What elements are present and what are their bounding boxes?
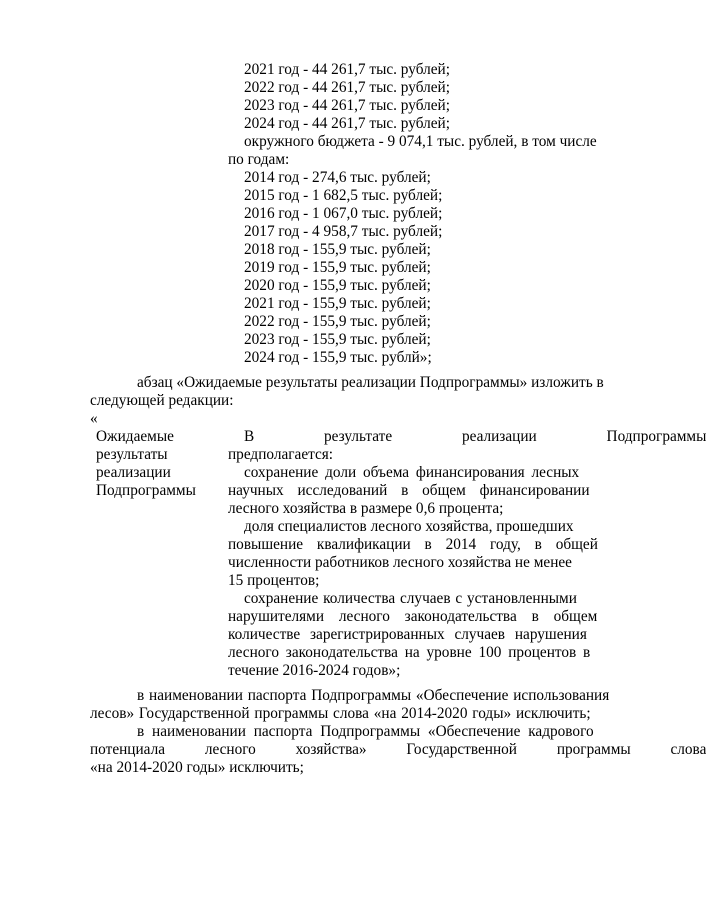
- table-text-line: течение 2016-2024 годов»;: [228, 662, 401, 679]
- budget-line: 2014 год - 274,6 тыс. рублей;: [244, 169, 431, 186]
- budget-line: 2024 год - 155,9 тыс. рублй»;: [244, 349, 432, 366]
- table-label-line: реализации: [96, 464, 171, 481]
- open-quote: «: [90, 410, 98, 427]
- budget-line: 2023 год - 44 261,7 тыс. рублей;: [244, 97, 450, 114]
- paragraph-line: лесов» Государственной программы слова «на 2014-2020 годы» исключить;: [90, 705, 591, 722]
- budget-line: 2023 год - 155,9 тыс. рублей;: [244, 331, 431, 348]
- table-text-line: В результате реализации Подпрограммы: [244, 428, 706, 445]
- table-text-line: нарушителями лесного законодательства в общем: [228, 608, 598, 625]
- abzac-paragraph-line: следующей редакции:: [90, 392, 234, 409]
- okrug-budget-line-cont: по годам:: [228, 151, 290, 168]
- table-text-line: доля специалистов лесного хозяйства, прошедших: [244, 518, 574, 535]
- budget-line: 2021 год - 44 261,7 тыс. рублей;: [244, 61, 450, 78]
- budget-line: 2021 год - 155,9 тыс. рублей;: [244, 295, 431, 312]
- table-label-line: результаты: [96, 446, 168, 463]
- budget-line: 2018 год - 155,9 тыс. рублей;: [244, 241, 431, 258]
- table-text-line: научных исследований в общем финансировании: [228, 482, 590, 499]
- budget-line: 2024 год - 44 261,7 тыс. рублей;: [244, 115, 450, 132]
- table-text-line: 15 процентов;: [228, 572, 320, 589]
- table-text-line: сохранение количества случаев с установленными: [244, 590, 577, 607]
- budget-line: 2022 год - 155,9 тыс. рублей;: [244, 313, 431, 330]
- paragraph-line: в наименовании паспорта Подпрограммы «Обеспечение использования: [137, 687, 610, 704]
- paragraph-line: в наименовании паспорта Подпрограммы «Обеспечение кадрового: [137, 723, 594, 740]
- budget-line: 2017 год - 4 958,7 тыс. рублей;: [244, 223, 443, 240]
- table-text-line: предполагается:: [228, 446, 334, 463]
- table-label-line: Ожидаемые: [96, 428, 174, 445]
- budget-line: 2022 год - 44 261,7 тыс. рублей;: [244, 79, 450, 96]
- budget-line: 2015 год - 1 682,5 тыс. рублей;: [244, 187, 443, 204]
- budget-line: 2019 год - 155,9 тыс. рублей;: [244, 259, 431, 276]
- table-text-line: лесного законодательства на уровне 100 процентов в: [228, 644, 591, 661]
- table-text-line: лесного хозяйства в размере 0,6 процента;: [228, 500, 504, 517]
- paragraph-line: потенциала лесного хозяйства» Государственной программы слова: [90, 741, 706, 758]
- budget-line: 2020 год - 155,9 тыс. рублей;: [244, 277, 431, 294]
- table-label-line: Подпрограммы: [96, 482, 196, 499]
- table-text-line: численности работников лесного хозяйства не менее: [228, 554, 572, 571]
- okrug-budget-line: окружного бюджета - 9 074,1 тыс. рублей, в том числе: [244, 133, 597, 150]
- budget-line: 2016 год - 1 067,0 тыс. рублей;: [244, 205, 443, 222]
- abzac-paragraph-line: [137, 374, 604, 392]
- table-text-line: сохранение доли объема финансирования лесных: [244, 464, 580, 481]
- paragraph-line: «на 2014-2020 годы» исключить;: [90, 759, 304, 776]
- table-text-line: повышение квалификации в 2014 году, в общей: [228, 536, 598, 553]
- abzac-text: абзац «Ожидаемые результаты реализации Подпрограммы» изложить в: [137, 374, 604, 391]
- table-text-line: количестве зарегистрированных случаев нарушения: [228, 626, 587, 643]
